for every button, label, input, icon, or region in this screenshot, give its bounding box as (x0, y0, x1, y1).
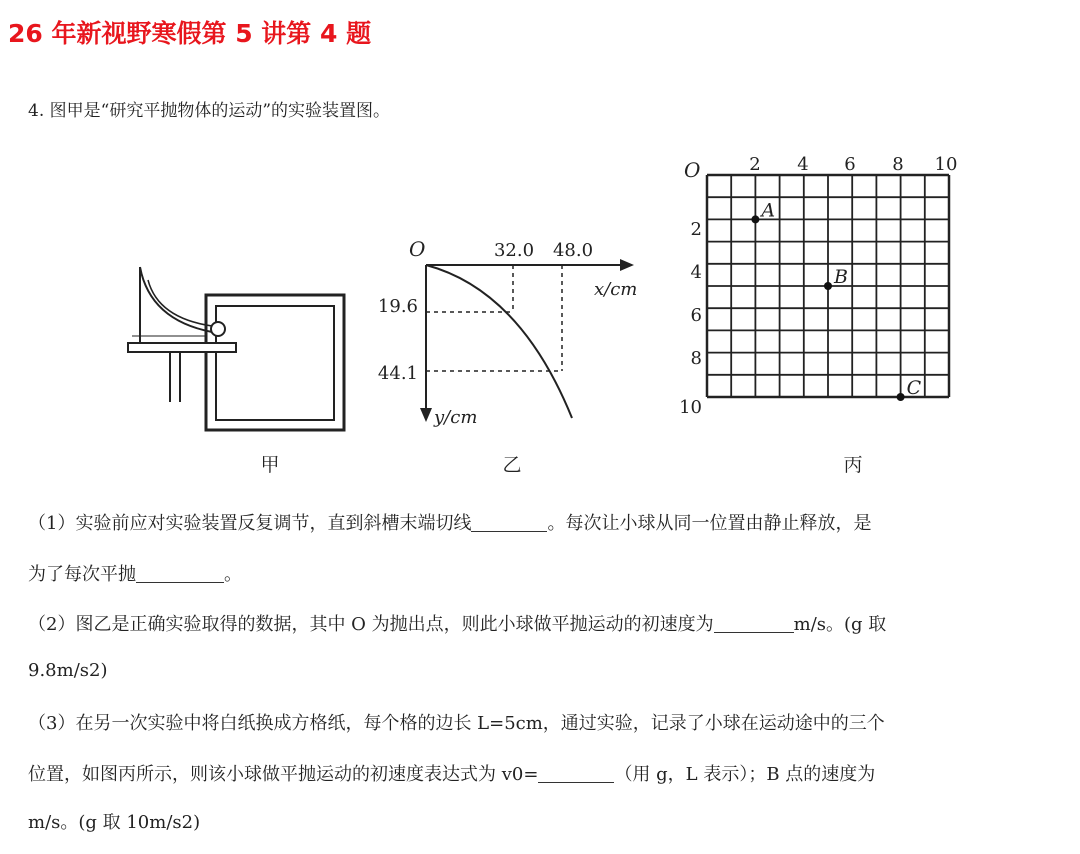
caption-yi: 乙 (502, 454, 522, 476)
bing-x-tick: 10 (934, 154, 958, 175)
part3-line1 (28, 709, 885, 735)
part2-text-a: （2）图乙是正确实验取得的数据，其中 O 为抛出点，则此小球做平抛运动的初速度为 (28, 614, 714, 635)
part3-text-d: m/s。(g 取 10m/s2) (28, 812, 201, 833)
part1-line1 (28, 509, 871, 535)
bing-y-tick: 2 (690, 219, 702, 240)
bing-y-tick: 8 (690, 348, 702, 369)
bing-origin: O (684, 158, 701, 182)
answer-blank-2[interactable] (136, 564, 224, 583)
part1-text-b: 。每次让小球从同一位置由静止释放，是 (547, 513, 872, 534)
part1-text-a: （1）实验前应对实验装置反复调节，直到斜槽末端切线 (28, 513, 472, 534)
yi-y-tick: 44.1 (377, 363, 418, 384)
grid-points (751, 199, 921, 401)
figure-yi (378, 237, 637, 428)
point-label-c: C (906, 377, 922, 399)
bing-y-tick: 10 (679, 397, 702, 418)
part2-text-c: 9.8m/s2) (28, 660, 108, 681)
answer-blank-3[interactable] (714, 614, 794, 633)
yi-y-label: y/cm (434, 407, 478, 428)
part2-line2 (28, 660, 107, 681)
figure-jia (128, 267, 344, 430)
bing-y-tick: 6 (690, 305, 702, 326)
point-a (751, 215, 759, 223)
bing-x-tick: 4 (797, 154, 809, 175)
page-title: 26 年新视野寒假第 5 讲第 4 题 (8, 19, 372, 48)
point-b (824, 282, 832, 290)
question-intro: 4. 图甲是“研究平抛物体的运动”的实验装置图。 (28, 101, 391, 121)
caption-bing: 丙 (843, 454, 863, 476)
yi-x-label: x/cm (594, 279, 638, 300)
part3-line3 (28, 808, 200, 834)
yi-origin: O (409, 237, 426, 261)
part1-text-c: 为了每次平抛 (28, 564, 136, 585)
point-label-b: B (834, 266, 848, 288)
answer-blank-4[interactable] (538, 764, 614, 783)
figure-panel (0, 140, 1080, 485)
caption-jia: 甲 (260, 454, 280, 476)
figure-bing (679, 154, 957, 418)
point-label-a: A (761, 199, 776, 222)
bing-x-tick: 2 (749, 154, 761, 175)
part1-line2 (28, 560, 242, 586)
answer-blank-1[interactable] (471, 513, 547, 532)
part3-text-c: （用 g，L 表示）；B 点的速度为 (614, 764, 876, 785)
bing-x-tick: 6 (844, 154, 856, 175)
yi-x-tick: 32.0 (493, 240, 535, 261)
part2-line1 (28, 610, 886, 636)
yi-y-tick: 19.6 (377, 296, 418, 317)
point-c (897, 393, 905, 401)
part2-text-b: m/s。(g 取 (793, 614, 887, 635)
trajectory-curve (426, 265, 572, 418)
bing-y-tick: 4 (690, 262, 702, 283)
part1-text-d: 。 (224, 564, 242, 585)
part3-line2 (28, 760, 875, 786)
bing-x-tick: 8 (892, 154, 904, 175)
yi-x-tick: 48.0 (552, 240, 594, 261)
part3-text-a: （3）在另一次实验中将白纸换成方格纸，每个格的边长 L=5cm，通过实验，记录了小球在运动途中的三个 (28, 713, 885, 734)
part3-text-b: 位置，如图丙所示，则该小球做平抛运动的初速度表达式为 v0= (28, 764, 539, 785)
